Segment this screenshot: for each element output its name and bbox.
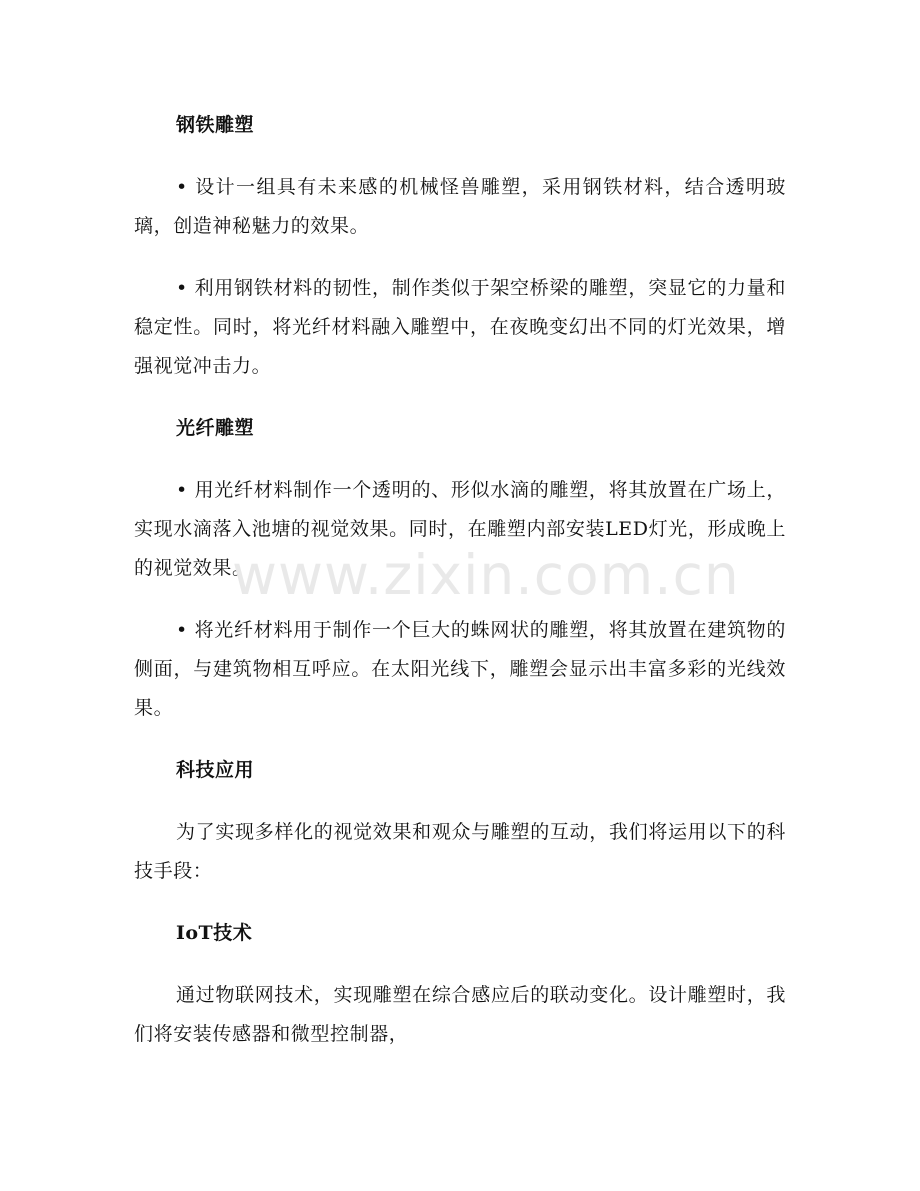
section-heading-iot: IoT技术 — [176, 922, 253, 944]
paragraph-tech: 为了实现多样化的视觉效果和观众与雕塑的互动，我们将运用以下的科技手段： — [134, 821, 786, 882]
bullet-fiber-2: • 将光纤材料用于制作一个巨大的蛛网状的雕塑，将其放置在建筑物的侧面，与建筑物相互呼应。在太阳光线下，雕塑会显示出丰富多彩的光线效果。 — [134, 619, 786, 719]
section-heading-tech: 科技应用 — [176, 759, 255, 781]
section-heading-steel: 钢铁雕塑 — [176, 114, 255, 136]
bullet-steel-2: • 利用钢铁材料的韧性，制作类似于架空桥梁的雕塑，突显它的力量和稳定性。同时，将光纤材料融入雕塑中，在夜晚变幻出不同的灯光效果，增强视觉冲击力。 — [134, 277, 786, 377]
document-body — [134, 106, 786, 1054]
bullet-fiber-1: • 用光纤材料制作一个透明的、形似水滴的雕塑，将其放置在广场上，实现水滴落入池塘的视觉效果。同时，在雕塑内部安装LED灯光，形成晚上的视觉效果。 — [134, 479, 786, 579]
watermark: www.zixin.com.cn — [232, 543, 740, 607]
section-heading-fiber: 光纤雕塑 — [176, 417, 255, 439]
bullet-steel-1: • 设计一组具有未来感的机械怪兽雕塑，采用钢铁材料，结合透明玻璃，创造神秘魅力的效果。 — [134, 176, 786, 237]
paragraph-iot: 通过物联网技术，实现雕塑在综合感应后的联动变化。设计雕塑时，我们将安装传感器和微型控制器， — [134, 984, 786, 1045]
